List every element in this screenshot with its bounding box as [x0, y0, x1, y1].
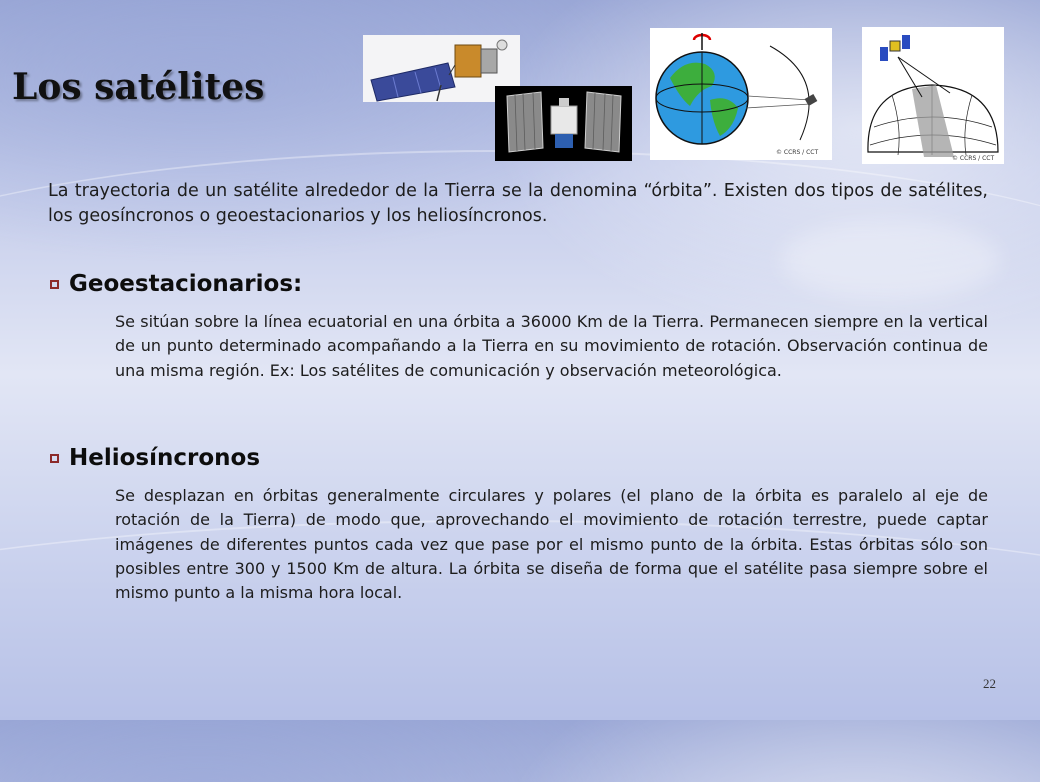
- heliosynchronous-description: Se desplazan en órbitas generalmente circulares y polares (el plano de la órbita es paralelo al eje de rotación de la Tierra) de modo que, aprovechando el movimiento de rotación terrestre, puede captar imágenes de diferentes puntos cada vez que pase por el mismo punto de la órbita. Estas órbitas sólo son posibles entre 300 y 1500 Km de altura. La órbita se diseña de forma que el satélite pasa siempre sobre el mismo punto a la misma hora local.: [115, 486, 988, 603]
- slide-title: Los satélites: [12, 66, 265, 108]
- section-heading-heliosynchronous: [50, 445, 260, 471]
- satellite-photo-2: [495, 86, 632, 161]
- bullet-square-icon: [50, 280, 59, 289]
- heliosynchronous-orbit-diagram: [862, 27, 1004, 164]
- page-number: 22: [983, 676, 996, 691]
- polar-orbit-icon: [862, 27, 1004, 164]
- globe-icon: [650, 28, 832, 160]
- image-credit: © CCRS / CCT: [952, 155, 995, 162]
- image-credit: © CCRS / CCT: [776, 149, 819, 156]
- section-heading-suffix: :: [293, 271, 303, 297]
- satellite-dual-panel-icon: [495, 86, 632, 161]
- background-glow: [780, 220, 1000, 300]
- intro-paragraph: La trayectoria de un satélite alrededor de la Tierra se la denomina “órbita”. Existen dos tipos de satélites, los geosíncronos o geoestacionarios y los heliosíncronos.: [48, 181, 988, 226]
- geostationary-description: Se sitúan sobre la línea ecuatorial en una órbita a 36000 Km de la Tierra. Permanecen siempre en la vertical de un punto determinado acompañando a la Tierra en su movimiento de rotación. Observación continua de una misma región. Ex: Los satélites de comunicación y observación meteorológica.: [115, 312, 988, 380]
- geostationary-orbit-diagram: [650, 28, 832, 160]
- bullet-square-icon: [50, 454, 59, 463]
- section-heading-label: Heliosíncronos: [69, 445, 261, 471]
- section-heading-geostationary: [50, 271, 302, 297]
- section-heading-label: Geoestacionarios: [69, 271, 294, 297]
